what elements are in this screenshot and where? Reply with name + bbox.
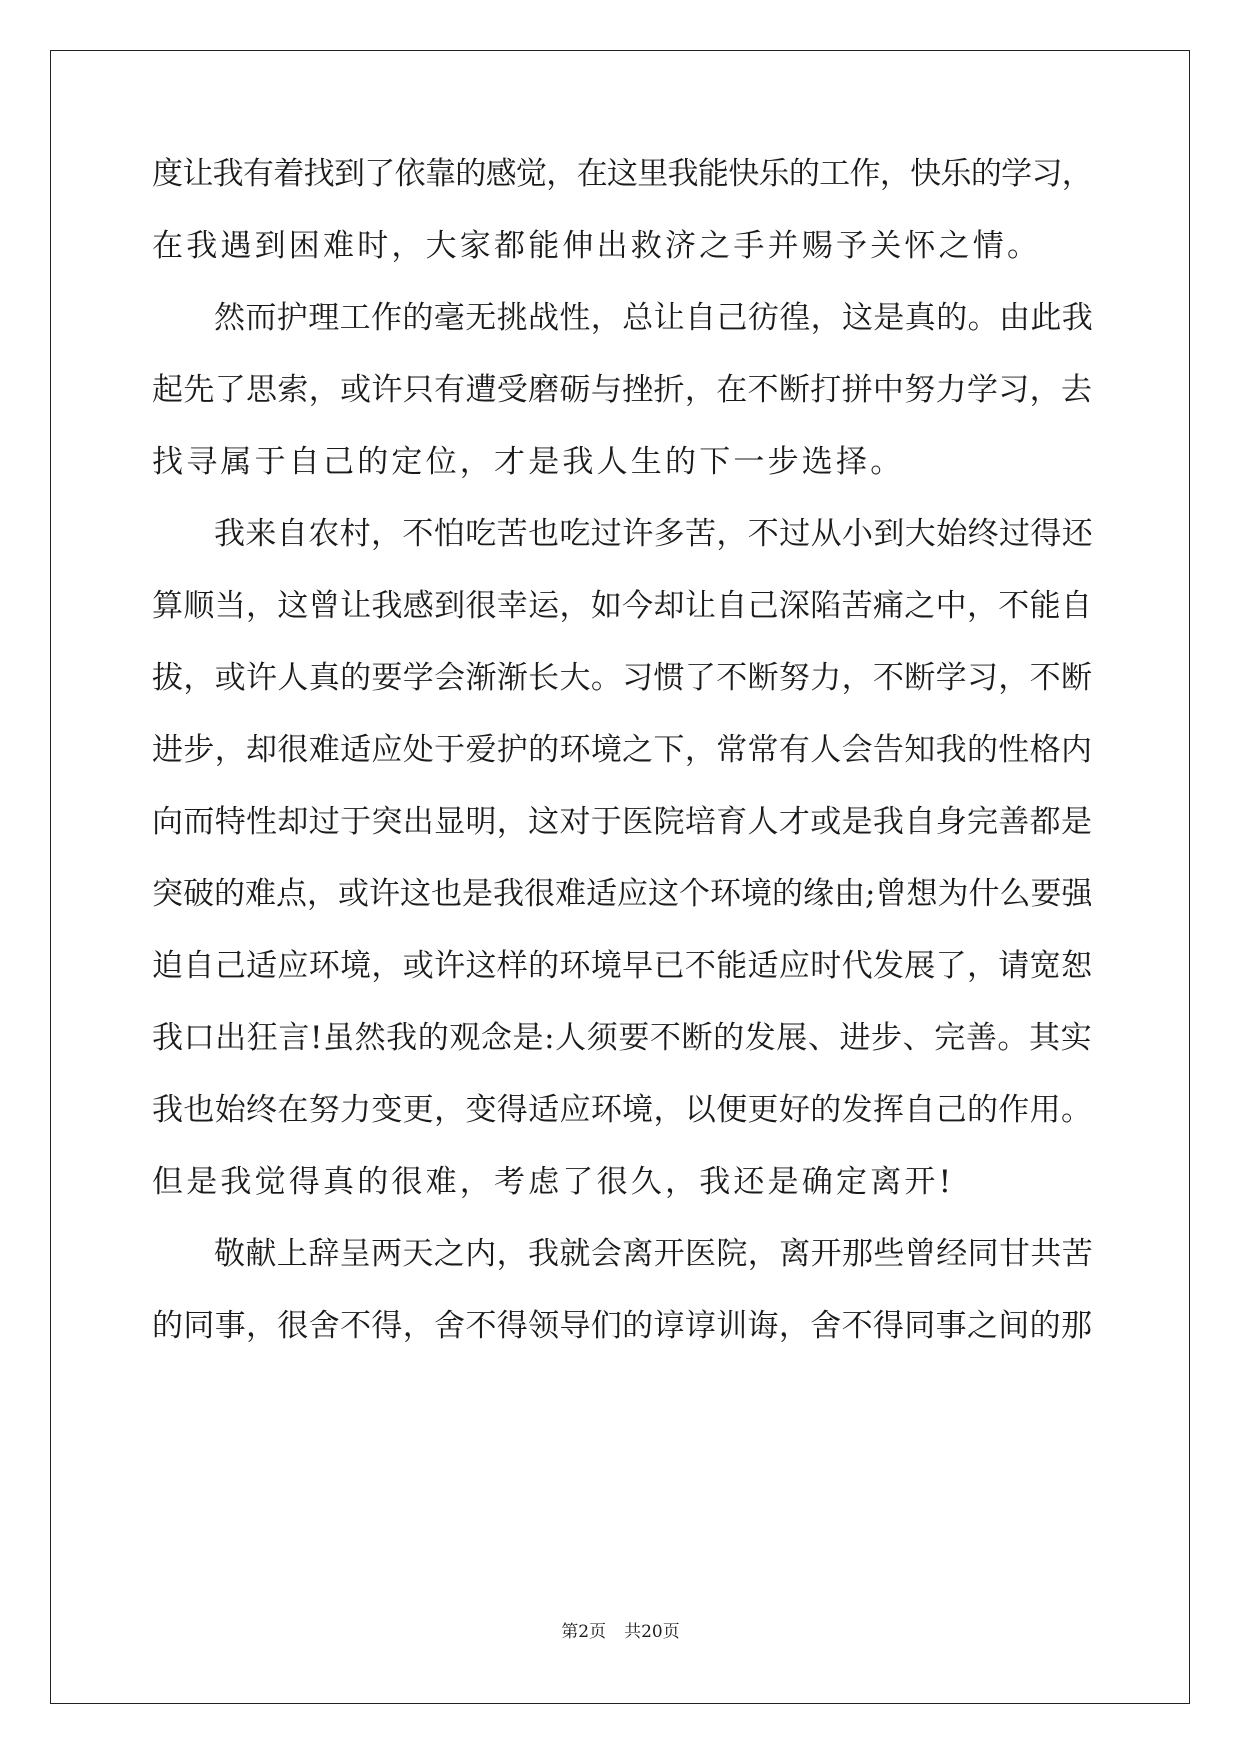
text-line: 的同事，很舍不得，舍不得领导们的谆谆训诲，舍不得同事之间的那 <box>152 1308 1092 1344</box>
text-line: 找寻属于自己的定位，才是我人生的下一步选择。 <box>152 444 905 480</box>
text-line: 进步，却很难适应处于爱护的环境之下，常常有人会告知我的性格内 <box>152 732 1092 768</box>
text-line: 在我遇到困难时，大家都能伸出救济之手并赐予关怀之情。 <box>152 228 1042 264</box>
text-line: 然而护理工作的毫无挑战性，总让自己彷徨，这是真的。由此我 <box>214 300 1094 336</box>
text-line: 突破的难点，或许这也是我很难适应这个环境的缘由;曾想为什么要强 <box>152 876 1093 912</box>
text-line: 我口出狂言!虽然我的观念是:人须要不断的发展、进步、完善。其实 <box>152 1020 1092 1056</box>
page-number: 第2页 <box>561 1622 607 1642</box>
text-line: 向而特性却过于突出显明，这对于医院培育人才或是我自身完善都是 <box>152 804 1092 840</box>
text-line: 但是我觉得真的很难，考虑了很久，我还是确定离开! <box>152 1164 955 1200</box>
text-line: 算顺当，这曾让我感到很幸运，如今却让自己深陷苦痛之中，不能自 <box>152 588 1092 624</box>
page-footer <box>0 1620 1241 1644</box>
text-line: 拔，或许人真的要学会渐渐长大。习惯了不断努力，不断学习，不断 <box>152 660 1092 696</box>
text-line: 我也始终在努力变更，变得适应环境，以便更好的发挥自己的作用。 <box>152 1092 1092 1128</box>
text-line: 迫自己适应环境，或许这样的环境早已不能适应时代发展了，请宽恕 <box>152 948 1092 984</box>
text-line: 我来自农村，不怕吃苦也吃过许多苦，不过从小到大始终过得还 <box>214 516 1094 552</box>
text-line: 度让我有着找到了依靠的感觉，在这里我能快乐的工作，快乐的学习， <box>152 156 1092 192</box>
text-line: 起先了思索，或许只有遭受磨砺与挫折，在不断打拼中努力学习，去 <box>152 372 1092 408</box>
text-line: 敬献上辞呈两天之内，我就会离开医院，离开那些曾经同甘共苦 <box>214 1236 1094 1272</box>
page-total: 共20页 <box>624 1622 680 1642</box>
